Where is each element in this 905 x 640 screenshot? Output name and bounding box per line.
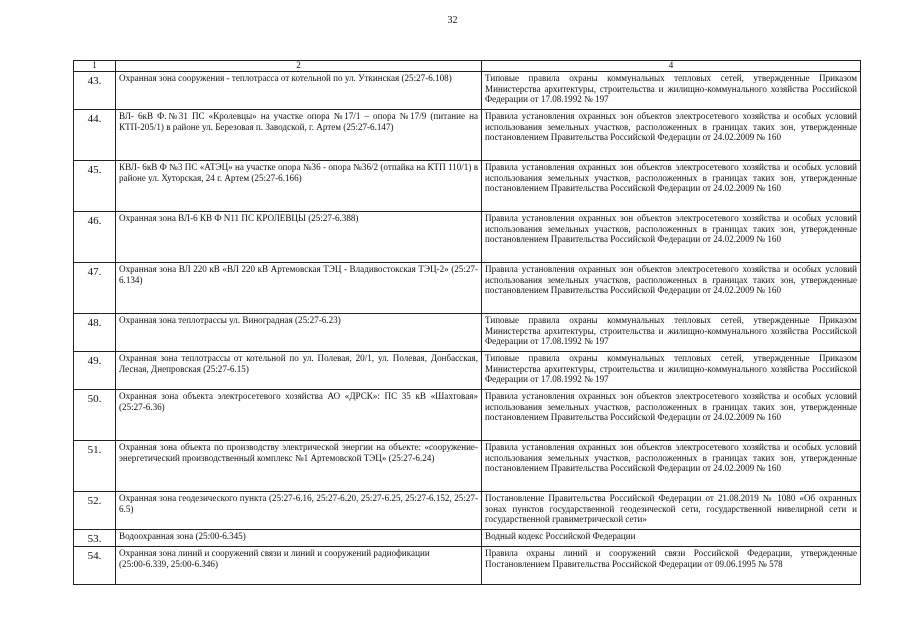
table-row <box>74 441 861 492</box>
regulation-document: Типовые правила охраны коммунальных тепловых сетей, утвержденные Приказом Министерства архитектуры, строительства и жилищно-коммунального хозяйства Российской Федерации от 17.08.1992 № 197 <box>482 352 861 390</box>
regulation-document: Постановление Правительства Российской Федерации от 21.08.2019 № 1080 «Об охранных зонах пунктов государственной геодезической сети, государственной нивелирной сети и государственной гравиметрической сети» <box>482 492 861 530</box>
table-row <box>74 314 861 352</box>
regulation-document: Типовые правила охраны коммунальных тепловых сетей, утвержденные Приказом Министерства архитектуры, строительства и жилищно-коммунального хозяйства Российской Федерации от 17.08.1992 № 197 <box>482 72 861 110</box>
row-number: 43. <box>74 72 116 110</box>
zone-object: Охранная зона ВЛ 220 кВ «ВЛ 220 кВ Артемовская ТЭЦ - Владивостокская ТЭЦ-2» (25:27-6.134) <box>116 263 482 314</box>
row-number: 51. <box>74 441 116 492</box>
table-body <box>74 72 861 585</box>
zone-object: Охранная зона объекта по производству электрической энергии на объекте: «сооружение-энергетический производственный комплекс №1 Артемовской ТЭЦ» (25:27-6.24) <box>116 441 482 492</box>
row-number: 48. <box>74 314 116 352</box>
table-header-row <box>74 61 861 72</box>
row-number: 54. <box>74 547 116 585</box>
zone-object: Охранная зона объекта электросетевого хозяйства АО «ДРСК»: ПС 35 кВ «Шахтовая» (25:27-6.36) <box>116 390 482 441</box>
row-number: 50. <box>74 390 116 441</box>
page-number: 32 <box>447 15 458 26</box>
table-row <box>74 263 861 314</box>
row-number: 53. <box>74 530 116 547</box>
table-row <box>74 72 861 110</box>
zone-object: Охранная зона ВЛ-6 КВ Ф N11 ПС КРОЛЕВЦЫ (25:27-6.388) <box>116 212 482 263</box>
zone-object: Охранная зона сооружения - теплотрасса от котельной по ул. Уткинская (25:27-6.108) <box>116 72 482 110</box>
zone-object: Водоохранная зона (25:00-6.345) <box>116 530 482 547</box>
header-col-2: 2 <box>116 61 482 72</box>
table-row <box>74 212 861 263</box>
regulation-document: Правила охраны линий и сооружений связи Российской Федерации, утвержденные Постановлением Правительства Российской Федерации от 09.06.1995 № 578 <box>482 547 861 585</box>
regulation-document: Правила установления охранных зон объектов электросетевого хозяйства и особых условий использования земельных участков, расположенных в границах таких зон, утвержденные постановлением Правительства Российской Федерации от 24.02.2009 № 160 <box>482 212 861 263</box>
row-number: 44. <box>74 110 116 161</box>
regulation-document: Водный кодекс Российской Федерации <box>482 530 861 547</box>
zone-object: Охранная зона геодезического пункта (25:27-6.16, 25:27-6.20, 25:27-6.25, 25:27-6.152, 25:27-6.5) <box>116 492 482 530</box>
table-row <box>74 390 861 441</box>
row-number: 45. <box>74 161 116 212</box>
table-row <box>74 110 861 161</box>
zone-object: Охранная зона линий и сооружений связи и линий и сооружений радиофикации (25:00-6.339, 25:00-6.346) <box>116 547 482 585</box>
regulation-document: Правила установления охранных зон объектов электросетевого хозяйства и особых условий использования земельных участков, расположенных в границах таких зон, утвержденные постановлением Правительства Российской Федерации от 24.02.2009 № 160 <box>482 441 861 492</box>
zone-object: КВЛ- 6кВ Ф №3 ПС «АТЭЦ» на участке опора №36 - опора №36/2 (отпайка на КТП 110/1) в районе ул. Хуторская, 24 г. Артем (25:27-6.166) <box>116 161 482 212</box>
zone-object: Охранная зона теплотрассы ул. Виноградная (25:27-6.23) <box>116 314 482 352</box>
table-row <box>74 492 861 530</box>
zone-object: Охранная зона теплотрассы от котельной по ул. Полевая, 20/1, ул. Полевая, Донбасская, Лесная, Днепровская (25:27-6.15) <box>116 352 482 390</box>
zone-object: ВЛ- 6кВ Ф.№31 ПС «Кролевцы» на участке опора №17/1 – опора №17/9 (питание на КТП-205/1) в районе ул. Березовая п. Заводской, г. Артем (25:27-6.147) <box>116 110 482 161</box>
regulation-document: Правила установления охранных зон объектов электросетевого хозяйства и особых условий использования земельных участков, расположенных в границах таких зон, утвержденные постановлением Правительства Российской Федерации от 24.02.2009 № 160 <box>482 110 861 161</box>
row-number: 47. <box>74 263 116 314</box>
zones-table <box>73 60 861 585</box>
regulation-document: Правила установления охранных зон объектов электросетевого хозяйства и особых условий использования земельных участков, расположенных в границах таких зон, утвержденные постановлением Правительства Российской Федерации от 24.02.2009 № 160 <box>482 390 861 441</box>
regulation-document: Типовые правила охраны коммунальных тепловых сетей, утвержденные Приказом Министерства архитектуры, строительства и жилищно-коммунального хозяйства Российской Федерации от 17.08.1992 № 197 <box>482 314 861 352</box>
regulation-document: Правила установления охранных зон объектов электросетевого хозяйства и особых условий использования земельных участков, расположенных в границах таких зон, утвержденные постановлением Правительства Российской Федерации от 24.02.2009 № 160 <box>482 161 861 212</box>
table-row <box>74 352 861 390</box>
table-row <box>74 547 861 585</box>
regulation-document: Правила установления охранных зон объектов электросетевого хозяйства и особых условий использования земельных участков, расположенных в границах таких зон, утвержденные постановлением Правительства Российской Федерации от 24.02.2009 № 160 <box>482 263 861 314</box>
row-number: 49. <box>74 352 116 390</box>
header-col-4: 4 <box>482 61 861 72</box>
table-row <box>74 530 861 547</box>
table-row <box>74 161 861 212</box>
row-number: 46. <box>74 212 116 263</box>
header-col-1: 1 <box>74 61 116 72</box>
row-number: 52. <box>74 492 116 530</box>
